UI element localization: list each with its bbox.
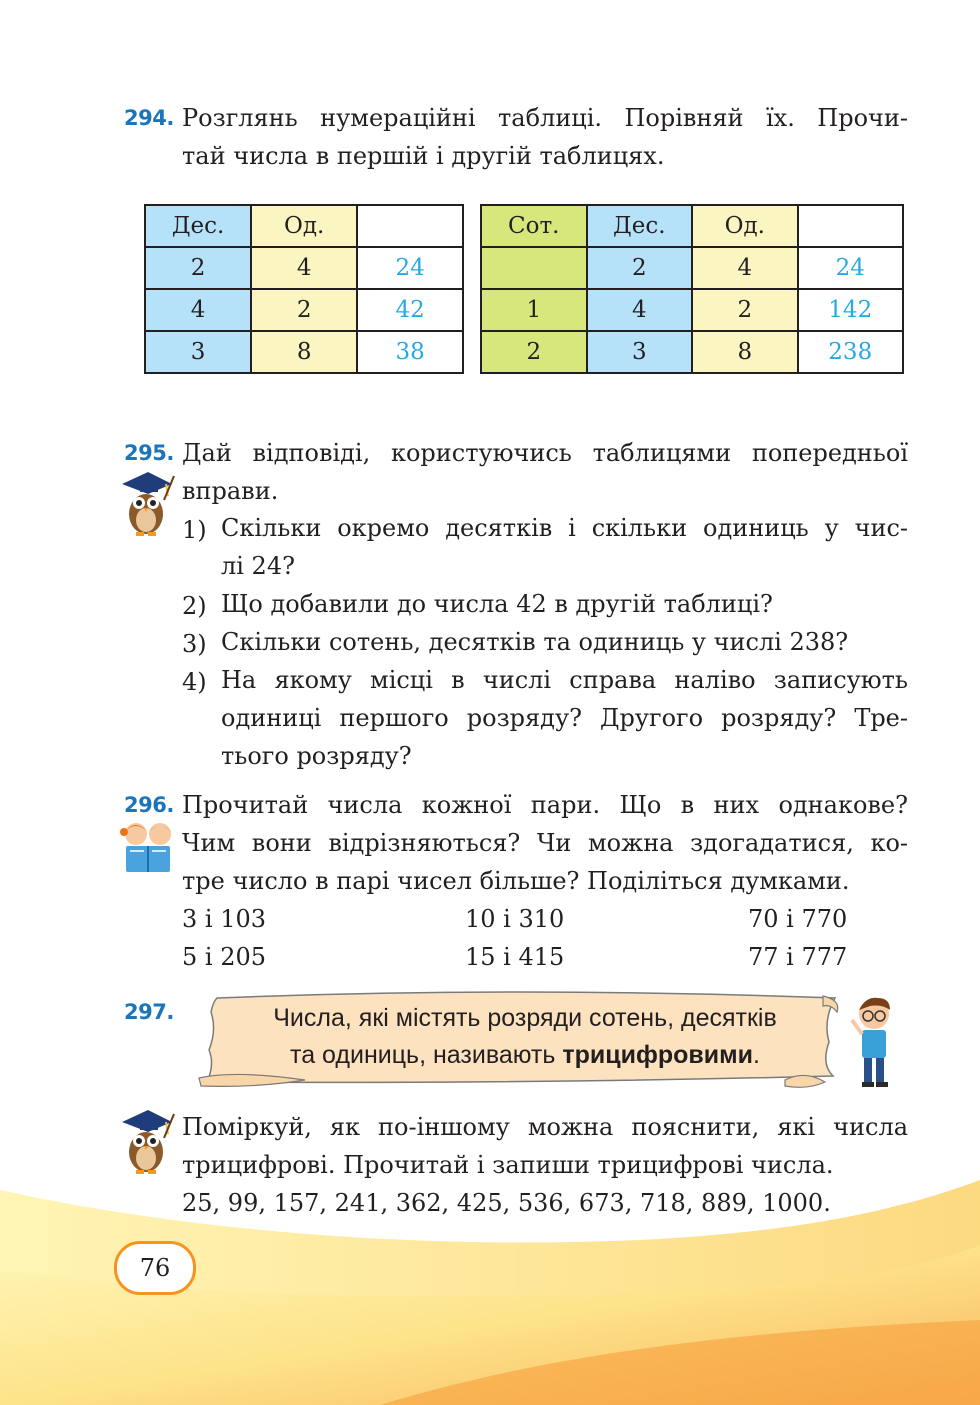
list-item-text: одиниці першого розряду? Другого розряду? Тре- xyxy=(221,704,908,732)
header-hundreds: Сот. xyxy=(481,205,587,247)
number-pair: 15 і 415 xyxy=(465,943,565,971)
list-item-text: тього розряду? xyxy=(221,742,412,770)
exercise-296-text-line3: тре число в парі чисел більше? Поділіться думками. xyxy=(182,867,850,895)
list-item-text: Скільки сотень, десятків та одиниць у числі 238? xyxy=(221,628,849,656)
cell-number: 42 xyxy=(357,289,463,331)
cell-number: 24 xyxy=(357,247,463,289)
cell-tens: 4 xyxy=(587,289,693,331)
exercise-297-number-list: 25, 99, 157, 241, 362, 425, 536, 673, 718, 889, 1000. xyxy=(182,1189,831,1217)
number-pair: 70 і 770 xyxy=(748,905,848,933)
list-item-number: 3) xyxy=(182,630,207,658)
table-header-row xyxy=(145,205,463,247)
cell-hundreds: 1 xyxy=(481,289,587,331)
cell-units: 8 xyxy=(692,331,797,373)
cell-units: 4 xyxy=(251,247,357,289)
cell-units: 8 xyxy=(251,331,357,373)
cell-tens: 3 xyxy=(145,331,251,373)
list-item-number: 2) xyxy=(182,592,207,620)
list-item-number: 4) xyxy=(182,668,207,696)
exercise-296-text-line2: Чим вони відрізняються? Чи можна здогадатися, ко- xyxy=(182,829,908,857)
cell-units: 2 xyxy=(251,289,357,331)
table-row xyxy=(481,331,903,373)
cell-number: 238 xyxy=(798,331,903,373)
exercise-number-297: 297. xyxy=(124,1000,174,1024)
exercise-295-text-line1: Дай відповіді, користуючись таблицями попередньої xyxy=(182,439,908,467)
table-row xyxy=(145,331,463,373)
owl-teacher-icon xyxy=(116,1108,176,1176)
table-header-row xyxy=(481,205,903,247)
table-row xyxy=(145,289,463,331)
rule-line2-text: та одиниць, називають xyxy=(290,1041,563,1069)
numeration-table-2 xyxy=(480,204,904,374)
header-tens: Дес. xyxy=(145,205,251,247)
list-item-text: Скільки окремо десятків і скільки одиниць у чис- xyxy=(221,514,908,542)
exercise-297-task-line1: Поміркуй, як по-іншому можна пояснити, які числа xyxy=(182,1113,908,1141)
cell-tens: 4 xyxy=(145,289,251,331)
exercise-295-text-line2: вправи. xyxy=(182,477,279,505)
cell-hundreds: 2 xyxy=(481,331,587,373)
table-row xyxy=(481,247,903,289)
list-item-text: Що добавили до числа 42 в другій таблиці? xyxy=(221,590,773,618)
header-tens: Дес. xyxy=(587,205,693,247)
exercise-296-text-line1: Прочитай числа кожної пари. Що в них однакове? xyxy=(182,791,908,819)
header-number xyxy=(357,205,463,247)
rule-line1: Числа, які містять розряди сотень, десятків xyxy=(273,1004,777,1032)
exercise-294-text-line1: Розглянь нумераційні таблиці. Порівняй їх. Прочи- xyxy=(182,104,908,132)
cell-tens: 3 xyxy=(587,331,693,373)
cell-units: 2 xyxy=(692,289,797,331)
header-units: Од. xyxy=(251,205,357,247)
list-item-text: На якому місці в числі справа наліво записують xyxy=(221,666,908,694)
exercise-number-294: 294. xyxy=(124,106,174,130)
number-pair: 10 і 310 xyxy=(465,905,565,933)
exercise-297-task-line2: трицифрові. Прочитай і запиши трицифрові числа. xyxy=(182,1151,834,1179)
exercise-number-296: 296. xyxy=(124,793,174,817)
cell-units: 4 xyxy=(692,247,797,289)
list-item-number: 1) xyxy=(182,516,207,544)
rule-text xyxy=(220,1000,830,1074)
rule-bold-term: трицифровими xyxy=(562,1041,753,1069)
number-pair: 3 і 103 xyxy=(182,905,267,933)
rule-line2-end: . xyxy=(753,1041,760,1069)
cell-number: 142 xyxy=(798,289,903,331)
exercise-294-text-line2: тай числа в першій і другій таблицях. xyxy=(182,142,665,170)
numeration-table-1 xyxy=(144,204,464,374)
number-pair: 77 і 777 xyxy=(748,943,848,971)
cell-number: 38 xyxy=(357,331,463,373)
kids-reading-icon xyxy=(118,818,178,874)
cell-tens: 2 xyxy=(145,247,251,289)
number-pair: 5 і 205 xyxy=(182,943,267,971)
table-row xyxy=(481,289,903,331)
header-number xyxy=(798,205,903,247)
exercise-number-295: 295. xyxy=(124,441,174,465)
list-item-text: лі 24? xyxy=(221,552,295,580)
cell-hundreds xyxy=(481,247,587,289)
owl-teacher-icon xyxy=(116,470,176,538)
cell-number: 24 xyxy=(798,247,903,289)
cell-tens: 2 xyxy=(587,247,693,289)
rule-line2 xyxy=(220,1037,830,1074)
header-units: Од. xyxy=(692,205,797,247)
page-number: 76 xyxy=(114,1241,196,1295)
table-row xyxy=(145,247,463,289)
boy-pointing-icon xyxy=(846,994,902,1090)
